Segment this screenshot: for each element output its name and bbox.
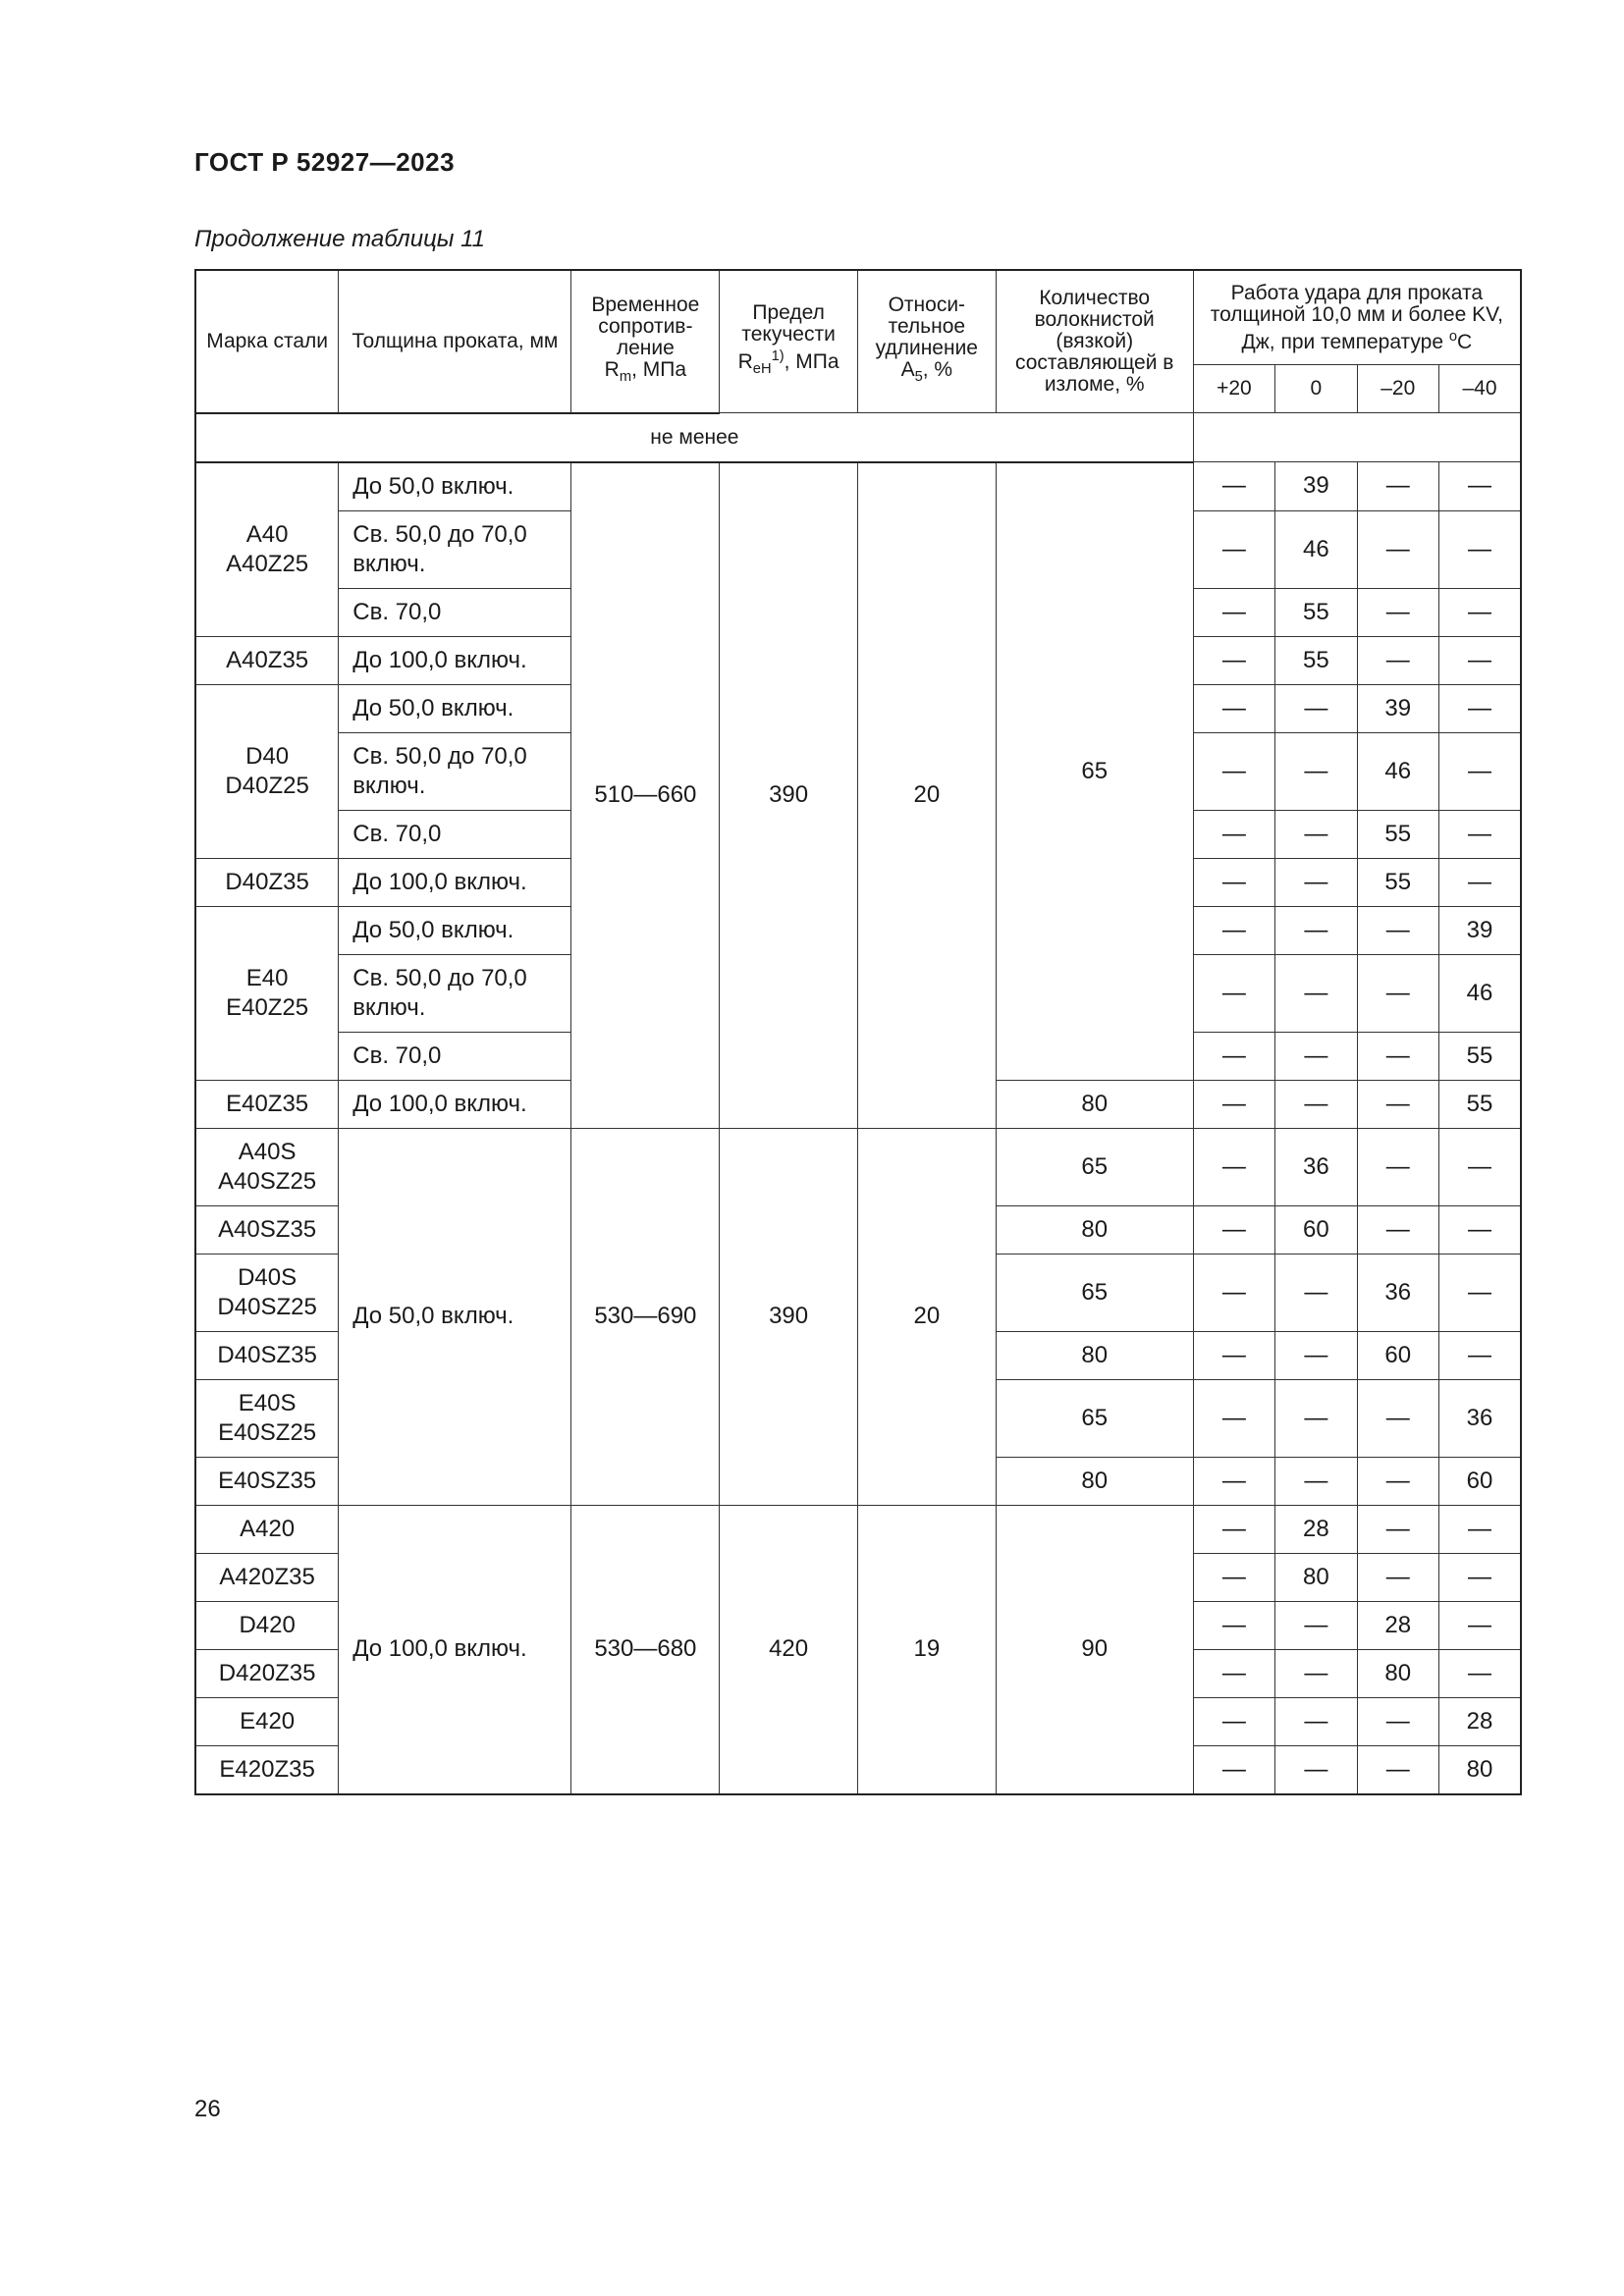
header-impact-degree: о <box>1448 328 1458 345</box>
fibrous-share: 65 <box>996 1128 1193 1205</box>
thickness-range: До 100,0 включ. <box>339 1080 571 1128</box>
impact-value: 60 <box>1357 1331 1438 1379</box>
thickness-range: До 50,0 включ. <box>339 1128 571 1505</box>
steel-grade: E420 <box>195 1697 339 1745</box>
header-tensile-strength <box>571 270 720 413</box>
impact-value: — <box>1275 954 1357 1032</box>
impact-value: — <box>1193 462 1274 511</box>
thickness-range: Св. 50,0 до 70,0 включ. <box>339 954 571 1032</box>
impact-value: 28 <box>1275 1505 1357 1553</box>
header-elongation <box>857 270 996 413</box>
impact-value: — <box>1438 588 1521 636</box>
impact-value: — <box>1193 954 1274 1032</box>
header-tensile-sub: m <box>619 369 632 386</box>
fibrous-share: 90 <box>996 1505 1193 1794</box>
steel-grade: A40SZ35 <box>195 1205 339 1254</box>
header-temp: –40 <box>1438 365 1521 413</box>
impact-value: 28 <box>1357 1601 1438 1649</box>
steel-grade: D420 <box>195 1601 339 1649</box>
impact-value: — <box>1193 1649 1274 1697</box>
table-caption: Продолжение таблицы 11 <box>194 226 486 252</box>
yield-strength: 420 <box>720 1505 858 1794</box>
fibrous-share: 80 <box>996 1457 1193 1505</box>
header-temp: –20 <box>1357 365 1438 413</box>
impact-value: 39 <box>1357 684 1438 732</box>
page-number: 26 <box>194 2096 221 2122</box>
impact-value: — <box>1357 588 1438 636</box>
impact-value: — <box>1357 954 1438 1032</box>
fibrous-share: 65 <box>996 462 1193 1081</box>
steel-grade: A420Z35 <box>195 1553 339 1601</box>
header-yield-strength <box>720 270 858 413</box>
impact-value: — <box>1438 1331 1521 1379</box>
header-elong-label: Относи-тельное удлинение <box>875 294 978 360</box>
header-thickness: Толщина проката, мм <box>339 270 571 413</box>
header-yield-unit: , МПа <box>784 350 839 374</box>
impact-value: 55 <box>1275 588 1357 636</box>
impact-value: 39 <box>1438 906 1521 954</box>
impact-value: — <box>1357 636 1438 684</box>
impact-value: — <box>1438 684 1521 732</box>
impact-value: 55 <box>1438 1080 1521 1128</box>
header-yield-sub: eH <box>752 361 772 378</box>
header-elong-symbol: A <box>900 358 915 382</box>
impact-value: — <box>1193 1745 1274 1794</box>
impact-value: — <box>1275 1697 1357 1745</box>
impact-value: — <box>1193 684 1274 732</box>
impact-value: — <box>1357 1457 1438 1505</box>
impact-value: — <box>1357 1505 1438 1553</box>
impact-value: 55 <box>1275 636 1357 684</box>
steel-grade: E40 E40Z25 <box>195 906 339 1080</box>
header-tensile-symbol: R <box>604 358 620 382</box>
steel-grade: E40S E40SZ25 <box>195 1379 339 1457</box>
impact-value: — <box>1438 1128 1521 1205</box>
header-impact-unit: С <box>1457 330 1473 353</box>
impact-value: — <box>1275 1745 1357 1794</box>
impact-value: — <box>1193 1254 1274 1331</box>
impact-value: — <box>1438 858 1521 906</box>
steel-grade: E40Z35 <box>195 1080 339 1128</box>
fibrous-share: 80 <box>996 1205 1193 1254</box>
header-fibrous: Количество волокнистой (вязкой) составляющей в изломе, % <box>996 270 1193 413</box>
impact-value: — <box>1193 1697 1274 1745</box>
impact-value: — <box>1193 906 1274 954</box>
impact-value: — <box>1193 732 1274 810</box>
thickness-range: Св. 70,0 <box>339 588 571 636</box>
impact-value: — <box>1275 1080 1357 1128</box>
impact-value: — <box>1275 1331 1357 1379</box>
steel-grade: A40S A40SZ25 <box>195 1128 339 1205</box>
impact-value: — <box>1193 1032 1274 1080</box>
header-yield-symbol: R <box>737 350 753 374</box>
thickness-range: До 50,0 включ. <box>339 906 571 954</box>
impact-value: 46 <box>1357 732 1438 810</box>
impact-value: — <box>1275 1254 1357 1331</box>
steel-grade: A40Z35 <box>195 636 339 684</box>
header-grade: Марка стали <box>195 270 339 413</box>
impact-value: — <box>1357 1697 1438 1745</box>
impact-value: — <box>1193 858 1274 906</box>
yield-strength: 390 <box>720 462 858 1129</box>
fibrous-share: 65 <box>996 1254 1193 1331</box>
document-title: ГОСТ Р 52927—2023 <box>194 147 456 177</box>
impact-value: 60 <box>1275 1205 1357 1254</box>
impact-value: — <box>1357 906 1438 954</box>
impact-value: — <box>1357 462 1438 511</box>
impact-value: — <box>1193 810 1274 858</box>
impact-value: — <box>1438 1254 1521 1331</box>
impact-value: — <box>1275 684 1357 732</box>
impact-value: — <box>1193 636 1274 684</box>
impact-value: 60 <box>1438 1457 1521 1505</box>
impact-value: — <box>1357 1205 1438 1254</box>
impact-value: 36 <box>1275 1128 1357 1205</box>
thickness-range: До 100,0 включ. <box>339 1505 571 1794</box>
impact-value: — <box>1438 1601 1521 1649</box>
impact-value: 80 <box>1438 1745 1521 1794</box>
thickness-range: До 50,0 включ. <box>339 462 571 511</box>
impact-value: — <box>1438 732 1521 810</box>
impact-value: — <box>1357 1379 1438 1457</box>
steel-properties-table <box>194 269 1522 1795</box>
impact-value: — <box>1275 810 1357 858</box>
impact-value: 46 <box>1438 954 1521 1032</box>
impact-value: — <box>1357 1032 1438 1080</box>
impact-value: 55 <box>1438 1032 1521 1080</box>
steel-grade: E40SZ35 <box>195 1457 339 1505</box>
thickness-range: Св. 70,0 <box>339 1032 571 1080</box>
impact-value: — <box>1438 1649 1521 1697</box>
impact-value: — <box>1193 1601 1274 1649</box>
tensile-strength: 510—660 <box>571 462 720 1129</box>
thickness-range: До 50,0 включ. <box>339 684 571 732</box>
header-elong-sub: 5 <box>914 369 923 386</box>
impact-value: 46 <box>1275 510 1357 588</box>
impact-value: — <box>1357 1745 1438 1794</box>
impact-value: 80 <box>1275 1553 1357 1601</box>
thickness-range: До 100,0 включ. <box>339 858 571 906</box>
elongation: 20 <box>857 1128 996 1505</box>
thickness-range: До 100,0 включ. <box>339 636 571 684</box>
impact-value: 36 <box>1438 1379 1521 1457</box>
impact-value: 80 <box>1357 1649 1438 1697</box>
impact-value: — <box>1438 462 1521 511</box>
impact-value: — <box>1275 1379 1357 1457</box>
impact-value: — <box>1357 1553 1438 1601</box>
impact-value: — <box>1275 1032 1357 1080</box>
min-note: не менее <box>195 413 1193 462</box>
tensile-strength: 530—680 <box>571 1505 720 1794</box>
thickness-range: Св. 50,0 до 70,0 включ. <box>339 732 571 810</box>
impact-value: 36 <box>1357 1254 1438 1331</box>
header-temp: +20 <box>1193 365 1274 413</box>
header-yield-label: Предел текучести <box>741 301 836 347</box>
elongation: 20 <box>857 462 996 1129</box>
elongation: 19 <box>857 1505 996 1794</box>
fibrous-share: 65 <box>996 1379 1193 1457</box>
impact-value: — <box>1275 1601 1357 1649</box>
impact-value: — <box>1193 1553 1274 1601</box>
header-impact-label: Работа удара для проката толщиной 10,0 мм и более KV, Дж, при температуре <box>1210 281 1503 353</box>
steel-grade: D40 D40Z25 <box>195 684 339 858</box>
impact-value: — <box>1438 1553 1521 1601</box>
fibrous-share: 80 <box>996 1331 1193 1379</box>
impact-value: — <box>1193 1379 1274 1457</box>
impact-value: — <box>1275 1649 1357 1697</box>
header-tensile-label: Временное сопротив-ление <box>591 294 700 360</box>
impact-value: — <box>1193 1128 1274 1205</box>
thickness-range: Св. 50,0 до 70,0 включ. <box>339 510 571 588</box>
steel-grade: D420Z35 <box>195 1649 339 1697</box>
impact-value: 28 <box>1438 1697 1521 1745</box>
impact-value: — <box>1275 906 1357 954</box>
impact-value: — <box>1357 1128 1438 1205</box>
impact-value: — <box>1357 510 1438 588</box>
yield-strength: 390 <box>720 1128 858 1505</box>
steel-grade: D40Z35 <box>195 858 339 906</box>
thickness-range: Св. 70,0 <box>339 810 571 858</box>
impact-value: — <box>1275 858 1357 906</box>
impact-value: — <box>1438 636 1521 684</box>
steel-grade: A40 A40Z25 <box>195 462 339 637</box>
impact-value: — <box>1357 1080 1438 1128</box>
impact-value: — <box>1275 1457 1357 1505</box>
impact-value: — <box>1193 1080 1274 1128</box>
fibrous-share: 80 <box>996 1080 1193 1128</box>
steel-grade: D40S D40SZ25 <box>195 1254 339 1331</box>
impact-value: — <box>1438 510 1521 588</box>
impact-value: 55 <box>1357 858 1438 906</box>
impact-value: 55 <box>1357 810 1438 858</box>
impact-value: — <box>1275 732 1357 810</box>
impact-value: — <box>1438 1205 1521 1254</box>
header-temp: 0 <box>1275 365 1357 413</box>
impact-value: — <box>1438 810 1521 858</box>
impact-value: — <box>1193 1505 1274 1553</box>
impact-value: — <box>1438 1505 1521 1553</box>
impact-value: — <box>1193 1331 1274 1379</box>
steel-grade: E420Z35 <box>195 1745 339 1794</box>
header-yield-footnote: 1) <box>771 348 785 365</box>
impact-value: — <box>1193 510 1274 588</box>
impact-value: — <box>1193 588 1274 636</box>
steel-grade: A420 <box>195 1505 339 1553</box>
header-impact <box>1193 270 1521 365</box>
tensile-strength: 530—690 <box>571 1128 720 1505</box>
steel-grade: D40SZ35 <box>195 1331 339 1379</box>
header-tensile-unit: , МПа <box>631 358 687 382</box>
header-elong-unit: , % <box>922 358 953 382</box>
impact-value: 39 <box>1275 462 1357 511</box>
impact-value: — <box>1193 1457 1274 1505</box>
impact-value: — <box>1193 1205 1274 1254</box>
